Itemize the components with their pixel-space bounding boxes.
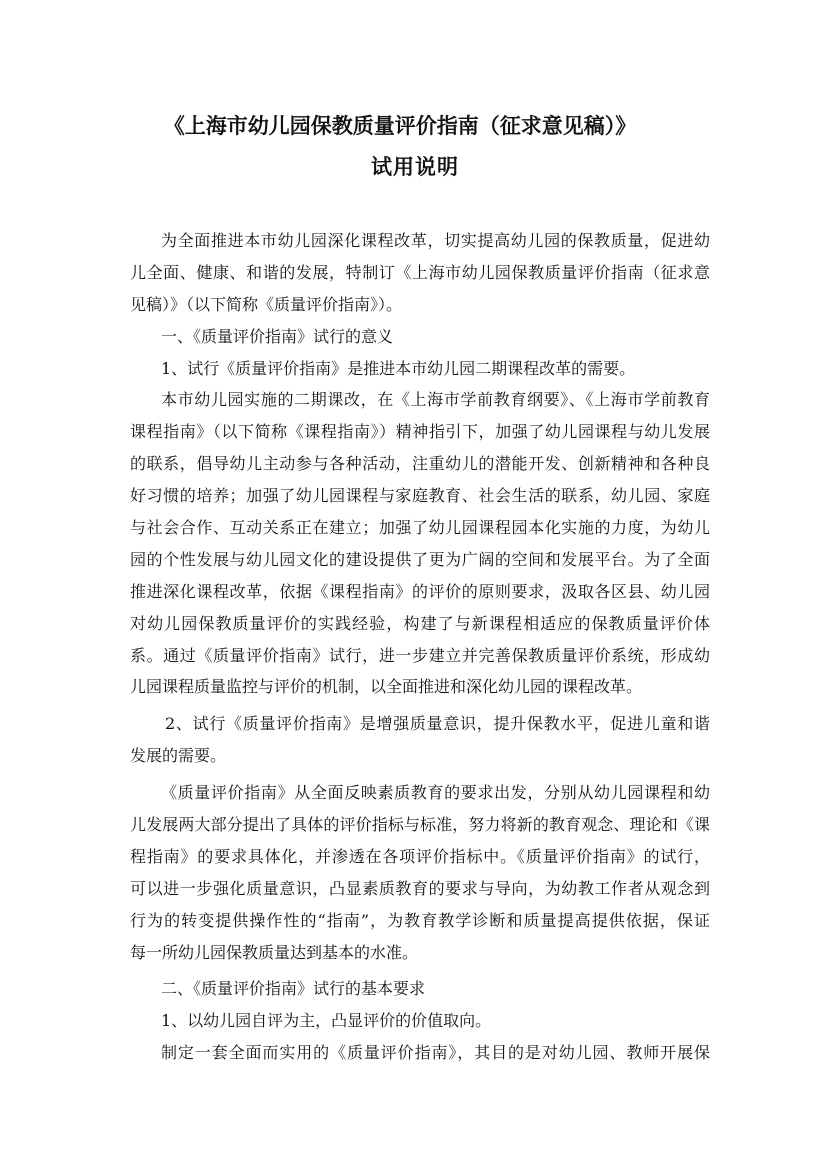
body-line: 制定一套全面而实用的《质量评价指南》，其目的是对幼儿园、教师开展保 xyxy=(161,1043,710,1063)
body-line: 与社会合作、互动关系正在建立；加强了幼儿园课程园本化实施的力度，为幼儿 xyxy=(130,518,710,538)
body-line: 为全面推进本市幼儿园深化课程改革，切实提高幼儿园的保教质量，促进幼 xyxy=(161,231,710,250)
body-line: 儿发展两大部分提出了具体的评价指标与标准，努力将新的教育观念、理论和《课 xyxy=(130,815,710,835)
heading-line: 发展的需要。 xyxy=(130,746,227,766)
body-line: 好习惯的培养；加强了幼儿园课程与家庭教育、社会生活的联系，幼儿园、家庭 xyxy=(130,486,710,506)
body-line: 对幼儿园保教质量评价的实践经验，构建了与新课程相适应的保教质量评价体 xyxy=(130,613,710,633)
body-line: 儿全面、健康、和谐的发展，特制订《上海市幼儿园保教质量评价指南（征求意 xyxy=(130,262,710,282)
paragraph-quality xyxy=(130,777,710,968)
heading-line: 1、以幼儿园自评为主，凸显评价的价值取向。 xyxy=(161,1011,492,1031)
body-line: 行为的转变提供操作性的“指南”，为教育教学诊断和质量提高提供依据，保证 xyxy=(130,910,710,930)
paragraph-intro xyxy=(130,225,710,321)
body-line: 每一所幼儿园保教质量达到基本的水准。 xyxy=(130,942,419,962)
document-title: 《上海市幼儿园保教质量评价指南（征求意见稿）》 xyxy=(163,113,637,138)
subsection-heading-1-2 xyxy=(130,708,710,772)
paragraph-self-evaluation xyxy=(130,1037,710,1069)
body-line: 推进深化课程改革，依据《课程指南》的评价的原则要求，汲取各区县、幼儿园 xyxy=(130,581,710,601)
subsection-heading-1-1 xyxy=(130,353,710,385)
body-line: 可以进一步强化质量意识，凸显素质教育的要求与导向，为幼教工作者从观念到 xyxy=(130,878,710,898)
body-line: 系。通过《质量评价指南》试行，进一步建立并完善保教质量评价系统，形成幼 xyxy=(130,645,710,665)
section-heading-1 xyxy=(130,321,710,353)
body-line: 的联系，倡导幼儿主动参与各种活动，注重幼儿的潜能开发、创新精神和各种良 xyxy=(130,454,710,474)
subsection-heading-2-1 xyxy=(130,1005,710,1037)
document-subtitle: 试用说明 xyxy=(371,154,459,179)
body-line: 《质量评价指南》从全面反映素质教育的要求出发，分别从幼儿园课程和幼 xyxy=(161,783,710,803)
body-line: 见稿）》（以下简称《质量评价指南》）。 xyxy=(130,294,403,314)
heading-line: 二、《质量评价指南》试行的基本要求 xyxy=(161,979,426,999)
document-body xyxy=(130,225,710,1069)
body-line: 园的个性发展与幼儿园文化的建设提供了更为广阔的空间和发展平台。为了全面 xyxy=(130,549,710,569)
body-line: 课程指南》（以下简称《课程指南》）精神指引下，加强了幼儿园课程与幼儿发展 xyxy=(130,422,710,442)
body-line: 儿园课程质量监控与评价的机制，以全面推进和深化幼儿园的课程改革。 xyxy=(130,677,643,697)
body-line: 程指南》的要求具体化，并渗透在各项评价指标中。《质量评价指南》的试行， xyxy=(130,846,710,866)
heading-line: 2、试行《质量评价指南》是增强质量意识，提升保教水平，促进儿童和谐 xyxy=(165,714,710,734)
section-heading-2 xyxy=(130,973,710,1005)
heading-line: 1、试行《质量评价指南》是推进本市幼儿园二期课程改革的需要。 xyxy=(161,358,636,378)
paragraph-reform xyxy=(130,384,710,703)
body-line: 本市幼儿园实施的二期课改，在《上海市学前教育纲要》、《上海市学前教育 xyxy=(161,390,710,410)
heading-line: 一、《质量评价指南》试行的意义 xyxy=(161,326,394,346)
